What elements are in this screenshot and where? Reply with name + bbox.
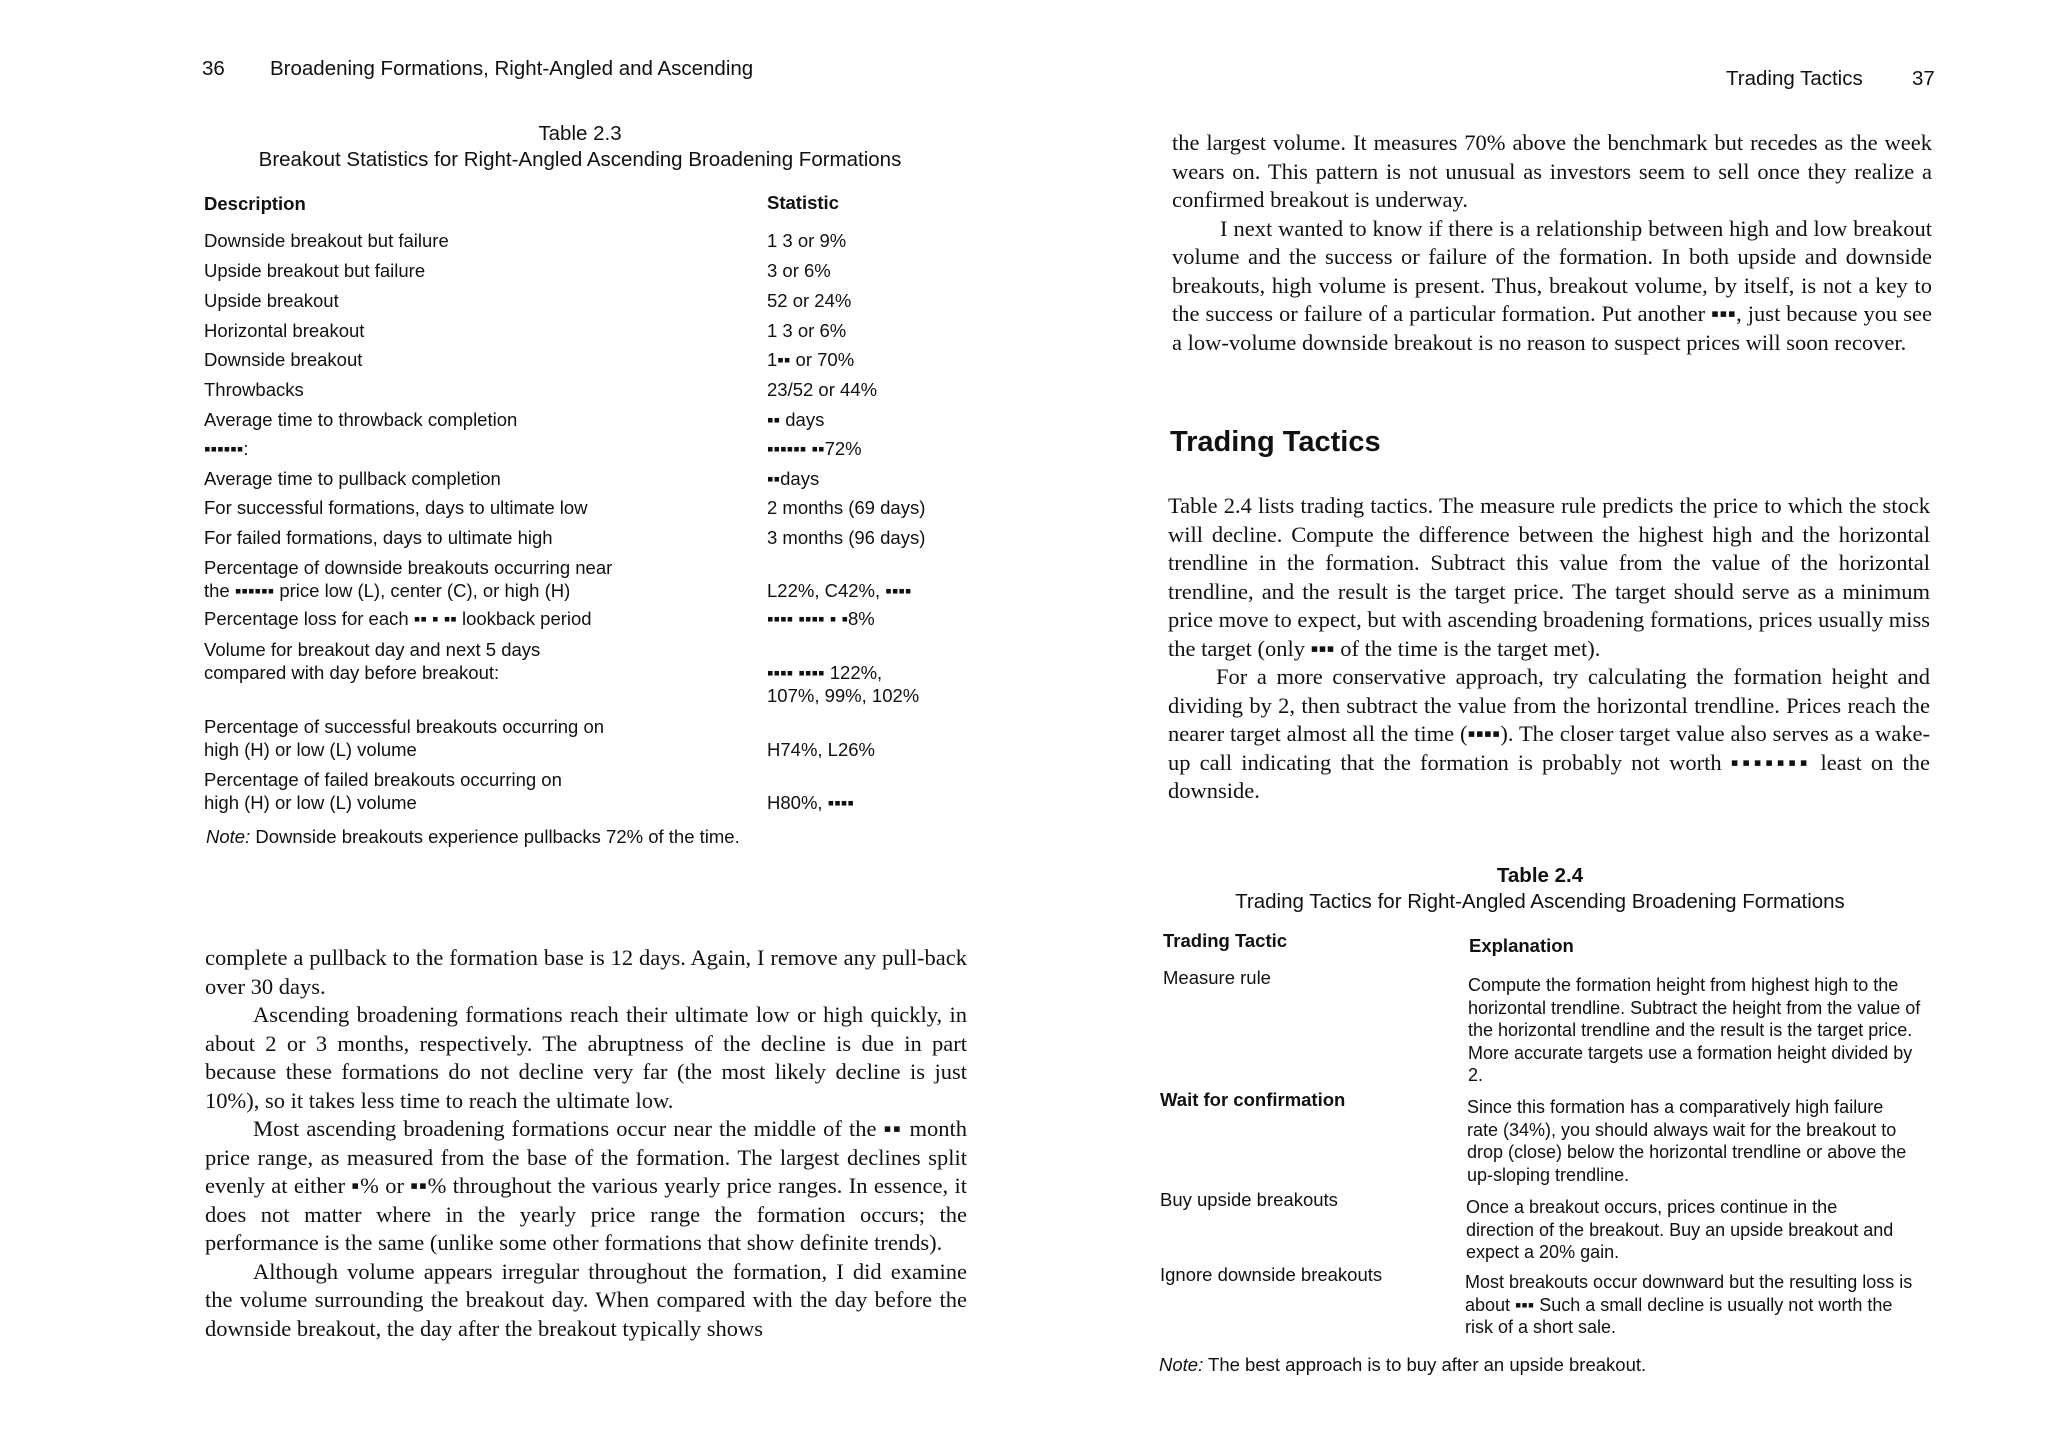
table-2-3-statistic-cell: H80%, ▪▪▪▪ [767,792,854,813]
table-2-3-statistic-cell: 1 3 or 6% [767,320,847,341]
paragraph: For a more conservative approach, try calculating the formation height and dividing by 2, then subtract the value from the horizontal trendline. Prices reach the nearer target almost all the time (▪▪▪▪). The closer target value also serves as a wake-up call indicating that the formation is probably not worth ▪▪▪▪▪▪▪ least on the downside. [1168,664,1930,803]
table-2-3-description-cell: Upside breakout but failure [204,260,426,281]
section-heading: Trading Tactics [1170,426,1381,458]
paragraph: Most ascending broadening formations occur near the middle of the ▪▪ month price range, as measured from the base of the formation. The largest declines split evenly at either ▪% or ▪▪% throughout the various yearly price ranges. In essence, it does not matter where in the yearly price range the formation occurs; the performance is the same (unlike some other formations that show definite trends). [205,1116,967,1255]
table-2-3-description-cell: Horizontal breakout [204,320,365,341]
paragraph: complete a pullback to the formation base is 12 days. Again, I remove any pull-back over 30 days. [205,945,967,999]
table-2-3-note [206,826,740,848]
table-2-3-description-cell: Percentage of failed breakouts occurring on high (H) or low (L) volume [204,769,562,813]
note-label: Note: [206,826,251,847]
tactic-buy-upside: Buy upside breakouts [1160,1189,1338,1210]
table-2-3-description-cell: Throwbacks [204,379,304,400]
table-2-3-statistic-cell: 3 months (96 days) [767,527,926,548]
table-2-4-header-explanation: Explanation [1469,935,1574,956]
table-2-3-statistic-cell: 3 or 6% [767,260,831,281]
table-2-4-title: Trading Tactics for Right-Angled Ascending Broadening Formations [1235,890,1845,913]
table-2-3-title: Breakout Statistics for Right-Angled Ascending Broadening Formations [258,148,902,171]
explanation-measure-rule: Compute the formation height from highest high to the horizontal trendline. Subtract the height from the value of the horizontal trendline and the result is the target price. More accurate targets use a formation height divided by 2. [1468,975,1921,1085]
paragraph: the largest volume. It measures 70% above the benchmark but recedes as the week wears on. This pattern is not unusual as investors seem to sell once they realize a confirmed breakout is underway. [1172,130,1932,212]
table-2-3-header-description: Description [204,193,306,214]
table-2-3-statistic-cell: 1▪▪ or 70% [767,349,855,370]
table-2-3-description-cell: Average time to throwback completion [204,409,518,430]
table-2-3-description-cell: For failed formations, days to ultimate high [204,527,553,548]
note-text: The best approach is to buy after an upside breakout. [1203,1354,1647,1375]
table-2-3-statistic-cell: ▪▪ days [767,409,825,430]
table-2-3-description-cell: ▪▪▪▪▪▪: [204,438,249,459]
table-2-4-number: Table 2.4 [1496,864,1584,887]
left-body-text [205,944,967,1343]
paragraph: Table 2.4 lists trading tactics. The measure rule predicts the price to which the stock will decline. Compute the difference between the highest high and the horizontal trendline in the formation. Subtract this value from the value of the horizontal trendline, and the result is the target price. The target should serve as a minimum price move to expect, but with ascending broadening formations, prices usually miss the target (only ▪▪▪ of the time is the target met). [1168,493,1930,661]
table-2-3-description-cell: Volume for breakout day and next 5 days compared with day before breakout: [204,639,541,683]
paragraph: Although volume appears irregular throughout the formation, I did examine the volume surrounding the breakout day. When compared with the day before the downside breakout, the day after the breakout typically shows [205,1258,967,1341]
table-2-3-description-cell: Percentage of successful breakouts occurring on high (H) or low (L) volume [204,716,605,760]
table-2-3-number: Table 2.3 [538,122,622,145]
right-page-number: 37 [1912,67,1935,90]
table-2-3-statistic-cell: H74%, L26% [767,739,875,760]
table-2-3-statistic-cell: L22%, C42%, ▪▪▪▪ [767,580,912,601]
tactic-measure-rule: Measure rule [1163,967,1271,988]
explanation-ignore-downside: Most breakouts occur downward but the resulting loss is about ▪▪▪ Such a small decline is usually not worth the risk of a short sale. [1465,1272,1913,1337]
table-2-3-header-statistic: Statistic [767,192,839,213]
note-label: Note: [1159,1354,1204,1375]
table-2-4-note [1159,1354,1646,1376]
table-2-3-statistic-cell: 23/52 or 44% [767,379,878,400]
paragraph: Ascending broadening formations reach their ultimate low or high quickly, in about 2 or 3 months, respectively. The abruptness of the decline is due in part because these formations do not decline very far (the most likely decline is just 10%), so it takes less time to reach the ultimate low. [205,1002,967,1113]
table-2-4-header-tactic: Trading Tactic [1163,930,1288,951]
table-2-3-statistic-cell: ▪▪days [767,468,820,489]
right-running-head: Trading Tactics [1726,67,1863,90]
right-section-text [1168,492,1930,806]
left-page-number: 36 [202,57,225,80]
table-2-3-statistic-cell: 1 3 or 9% [767,230,847,251]
table-2-3-description-cell: Upside breakout [204,290,339,311]
left-running-head: Broadening Formations, Right-Angled and Ascending [270,57,754,80]
table-2-3-statistic-cell: ▪▪▪▪ ▪▪▪▪ ▪ ▪8% [767,608,875,629]
table-2-3-statistic-cell: 2 months (69 days) [767,497,926,518]
tactic-wait-for-confirmation: Wait for confirmation [1160,1089,1346,1110]
table-2-3-description-cell: Average time to pullback completion [204,468,501,489]
note-text: Downside breakouts experience pullbacks 72% of the time. [250,826,740,847]
explanation-wait-for-confirmation: Since this formation has a comparatively high failure rate (34%), you should always wait for the breakout to drop (close) below the horizontal trendline or above the up-sloping trendline. [1467,1097,1907,1185]
table-2-3-statistic-cell: ▪▪▪▪ ▪▪▪▪ 122%, 107%, 99%, 102% [767,662,920,706]
right-intro-text [1172,129,1932,357]
paragraph: I next wanted to know if there is a relationship between high and low breakout volume and the success or failure of the formation. In both upside and downside breakouts, high volume is present. Thus, breakout volume, by itself, is not a key to the success or failure of a particular formation. Put another ▪▪▪, just because you see a low-volume downside breakout is no reason to suspect prices will soon recover. [1172,215,1932,355]
explanation-buy-upside: Once a breakout occurs, prices continue in the direction of the breakout. Buy an upside breakout and expect a 20% gain. [1466,1197,1894,1262]
table-2-3-statistic-cell: ▪▪▪▪▪▪ ▪▪72% [767,438,862,459]
table-2-3-description-cell: Percentage loss for each ▪▪ ▪ ▪▪ lookback period [204,608,592,629]
tactic-ignore-downside: Ignore downside breakouts [1160,1264,1383,1285]
table-2-3-description-cell: Downside breakout but failure [204,230,449,251]
table-2-3-description-cell: Percentage of downside breakouts occurring near the ▪▪▪▪▪▪ price low (L), center (C), or high (H) [204,557,613,601]
table-2-3-statistic-cell: 52 or 24% [767,290,852,311]
table-2-3-description-cell: Downside breakout [204,349,363,370]
table-2-3-description-cell: For successful formations, days to ultimate low [204,497,588,518]
